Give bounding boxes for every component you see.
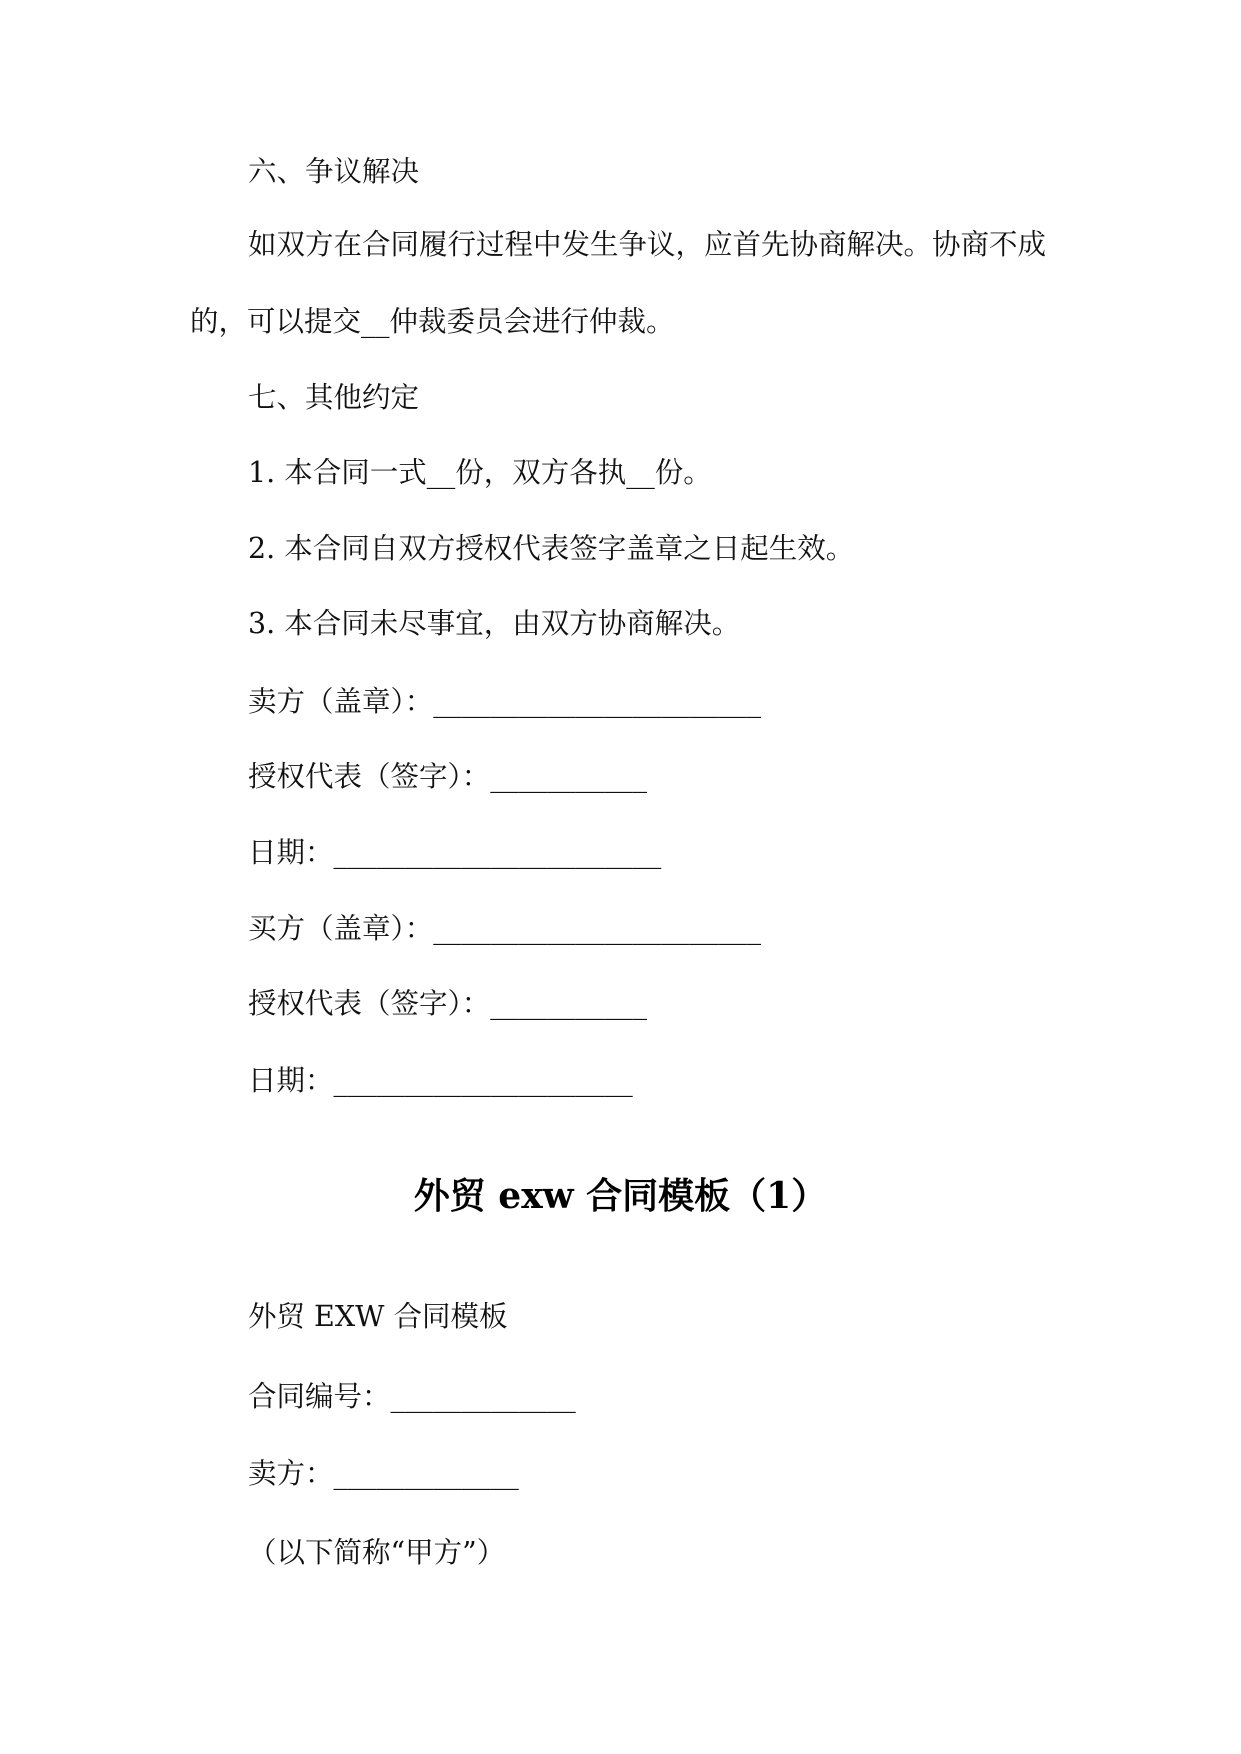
buyer-seal-line: 买方（盖章）：_______________________ (248, 912, 762, 945)
template-heading: 外贸 EXW 合同模板 (248, 1300, 508, 1333)
buyer-representative-line: 授权代表（签字）：___________ (248, 987, 648, 1020)
section-heading-other-terms: 七、其他约定 (248, 381, 420, 414)
seller-date-line: 日期：_______________________ (248, 836, 662, 869)
seller-representative-line: 授权代表（签字）：___________ (248, 760, 648, 793)
seller-name-line: 卖方：_____________ (248, 1457, 519, 1490)
dispute-clause-line-1: 如双方在合同履行过程中发生争议，应首先协商解决。协商不成 (248, 228, 1047, 261)
dispute-clause-line-2: 的，可以提交__仲裁委员会进行仲裁。 (190, 305, 675, 338)
buyer-date-line: 日期：_____________________ (248, 1064, 633, 1097)
section-heading-dispute-resolution: 六、争议解决 (248, 155, 420, 188)
document-title: 外贸 exw 合同模板（1） (413, 1175, 828, 1217)
other-terms-item-3: 3. 本合同未尽事宜，由双方协商解决。 (248, 607, 741, 640)
seller-seal-line: 卖方（盖章）：_______________________ (248, 685, 762, 718)
contract-number-line: 合同编号：_____________ (248, 1380, 576, 1413)
seller-alias-note: （以下简称“甲方”） (248, 1536, 506, 1569)
other-terms-item-1: 1. 本合同一式__份，双方各执__份。 (248, 456, 712, 489)
other-terms-item-2: 2. 本合同自双方授权代表签字盖章之日起生效。 (248, 532, 855, 565)
